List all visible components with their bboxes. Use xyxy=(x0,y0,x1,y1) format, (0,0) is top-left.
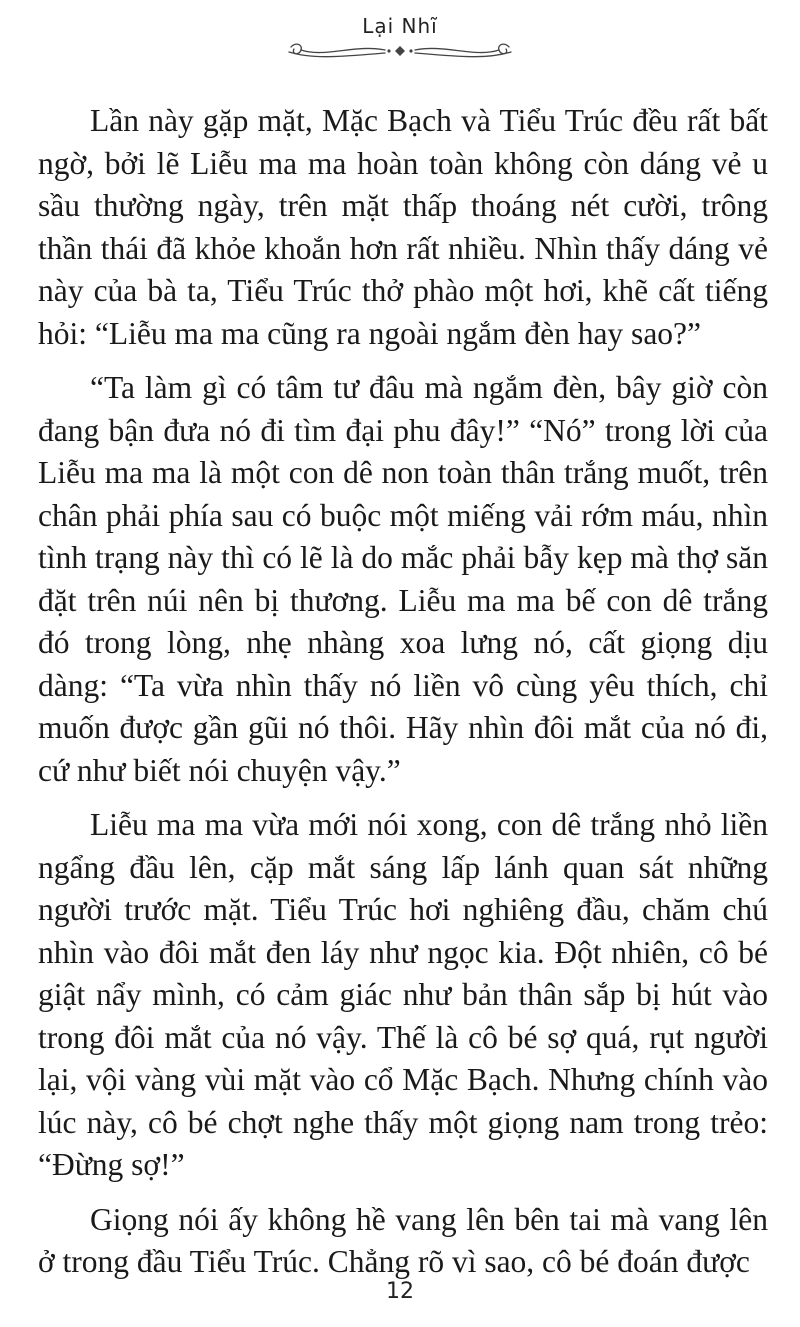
paragraph: Lần này gặp mặt, Mặc Bạch và Tiểu Trúc đều rất bất ngờ, bởi lẽ Liễu ma ma hoàn toàn không còn dáng vẻ u sầu thường ngày, trên mặt thấp thoáng nét cười, trông thần thái đã khỏe khoắn hơn rất nhiều. Nhìn thấy dáng vẻ này của bà ta, Tiểu Trúc thở phào một hơi, khẽ cất tiếng hỏi: “Liễu ma ma cũng ra ngoài ngắm đèn hay sao?” xyxy=(38,103,768,351)
paragraph: Giọng nói ấy không hề vang lên bên tai mà vang lên ở trong đầu Tiểu Trúc. Chẳng rõ vì sao, cô bé đoán được xyxy=(38,1201,768,1279)
running-header xyxy=(0,14,800,62)
body-text xyxy=(38,100,768,1296)
paragraph: “Ta làm gì có tâm tư đâu mà ngắm đèn, bây giờ còn đang bận đưa nó đi tìm đại phu đây!” “Nó” trong lời của Liễu ma ma là một con dê non toàn thân trắng muốt, trên chân phải phía sau có buộc một miếng vải rớm máu, nhìn tình trạng này thì có lẽ là do mắc phải bẫy kẹp mà thợ săn đặt trên núi nên bị thương. Liễu ma ma bế con dê trắng đó trong lòng, nhẹ nhàng xoa lưng nó, cất giọng dịu dàng: “Ta vừa nhìn thấy nó liền vô cùng yêu thích, chỉ muốn được gần gũi nó thôi. Hãy nhìn đôi mắt của nó đi, cứ như biết nói chuyện vậy.” xyxy=(38,370,768,788)
flourish-ornament-icon xyxy=(285,40,515,62)
author-name: Lại Nhĩ xyxy=(362,14,438,38)
page-number: 12 xyxy=(386,1279,414,1304)
paragraph: Liễu ma ma vừa mới nói xong, con dê trắng nhỏ liền ngẩng đầu lên, cặp mắt sáng lấp lánh quan sát những người trước mặt. Tiểu Trúc hơi nghiêng đầu, chăm chú nhìn vào đôi mắt đen láy như ngọc kia. Đột nhiên, cô bé giật nẩy mình, có cảm giác như bản thân sắp bị hút vào trong đôi mắt của nó vậy. Thế là cô bé sợ quá, rụt người lại, vội vàng vùi mặt vào cổ Mặc Bạch. Nhưng chính vào lúc này, cô bé chợt nghe thấy một giọng nam trong trẻo: “Đừng sợ!” xyxy=(38,807,768,1182)
